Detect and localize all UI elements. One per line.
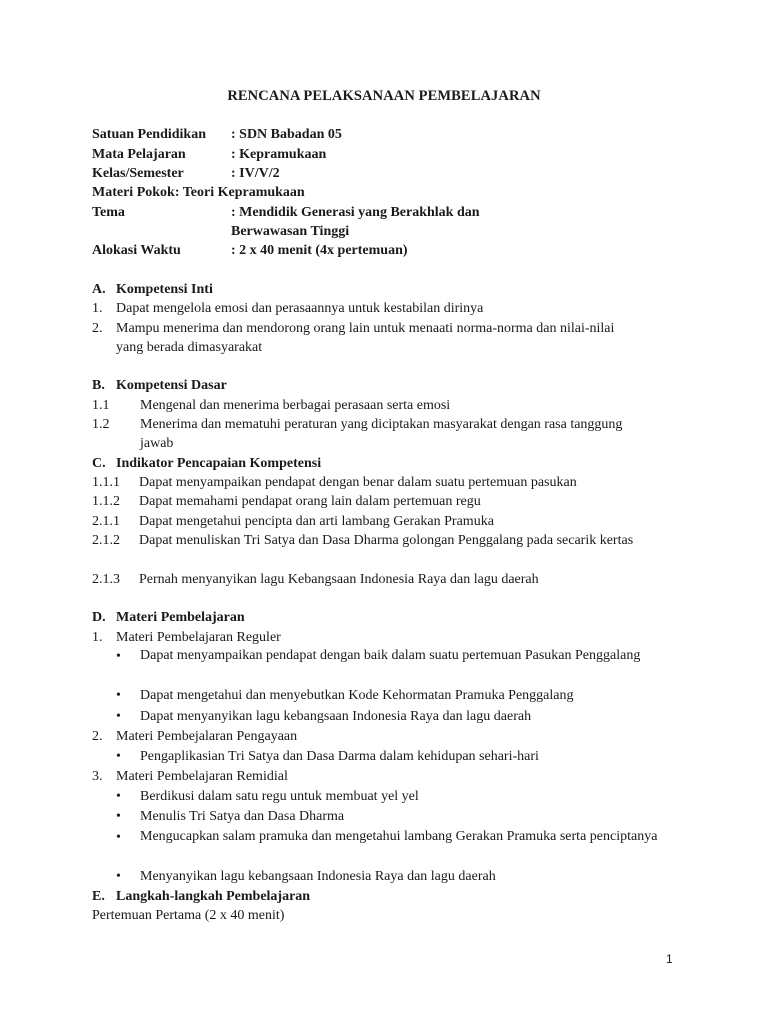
list-item-cont: yang berada dimasyarakat (116, 340, 263, 355)
list-item: Menyanyikan lagu kebangsaan Indonesia Raya dan lagu daerah (140, 869, 496, 884)
identity-alokasi (92, 242, 408, 260)
materi-group-2: 2. Materi Pembejalaran Pengayaan (92, 729, 298, 744)
bullet-icon: • (116, 649, 121, 664)
identity-mapel (92, 146, 326, 164)
list-item: 1.1 Mengenal dan menerima berbagai perasaan serta emosi (92, 398, 451, 413)
bullet-icon: • (116, 809, 121, 824)
document-title: RENCANA PELAKSANAAN PEMBELAJARAN (227, 88, 541, 104)
kelas-label: Kelas/Semester (92, 166, 184, 181)
list-item: Pengaplikasian Tri Satya dan Dasa Darma dalam kehidupan sehari-hari (140, 749, 539, 764)
list-item: Dapat mengetahui dan menyebutkan Kode Kehormatan Pramuka Penggalang (140, 688, 574, 703)
list-item: Dapat menyampaikan pendapat dengan baik dalam suatu pertemuan Pasukan Penggalang (140, 648, 641, 663)
mapel-label: Mata Pelajaran (92, 147, 186, 162)
list-item: 2. Mampu menerima dan mendorong orang lain untuk menaati norma-norma dan nilai-nilai (92, 321, 615, 336)
list-item: 2.1.1 Dapat mengetahui pencipta dan arti lambang Gerakan Pramuka (92, 514, 494, 529)
section-e-sub: Pertemuan Pertama (2 x 40 menit) (92, 908, 285, 923)
list-item: Dapat menyanyikan lagu kebangsaan Indonesia Raya dan lagu daerah (140, 709, 532, 724)
tema-value-cont: Berwawasan Tinggi (231, 224, 350, 239)
bullet-icon: • (116, 709, 121, 724)
list-item-cont: jawab (140, 436, 174, 451)
section-d-heading: D. Materi Pembelajaran (92, 610, 245, 625)
section-e-heading: E. Langkah-langkah Pembelajaran (92, 889, 311, 904)
bullet-icon: • (116, 869, 121, 884)
list-item: Mengucapkan salam pramuka dan mengetahui lambang Gerakan Pramuka serta penciptanya (140, 829, 658, 844)
materi-group-3: 3. Materi Pembelajaran Remidial (92, 769, 288, 784)
bullet-icon: • (116, 830, 121, 845)
identity-tema (92, 204, 480, 222)
bullet-icon: • (116, 749, 121, 764)
satuan-value: : SDN Babadan 05 (231, 127, 342, 142)
list-item: 1.2 Menerima dan mematuhi peraturan yang diciptakan masyarakat dengan rasa tanggung (92, 417, 623, 432)
mapel-value: : Kepramukaan (231, 147, 327, 162)
list-item: 2.1.2 Dapat menuliskan Tri Satya dan Dasa Dharma golongan Penggalang pada secarik kertas (92, 533, 634, 548)
list-item: 1.1.1 Dapat menyampaikan pendapat dengan benar dalam suatu pertemuan pasukan (92, 475, 577, 490)
tema-label: Tema (92, 205, 125, 220)
identity-materi-pokok: Materi Pokok: Teori Kepramukaan (92, 185, 305, 200)
list-item: Menulis Tri Satya dan Dasa Dharma (140, 809, 345, 824)
kelas-value: : IV/V/2 (231, 166, 280, 181)
alokasi-value: : 2 x 40 menit (4x pertemuan) (231, 243, 408, 258)
page-number: 1 (666, 952, 673, 966)
section-c-heading: C. Indikator Pencapaian Kompetensi (92, 456, 322, 471)
list-item: 2.1.3 Pernah menyanyikan lagu Kebangsaan Indonesia Raya dan lagu daerah (92, 572, 539, 587)
identity-kelas (92, 165, 280, 183)
alokasi-label: Alokasi Waktu (92, 243, 181, 258)
tema-value: : Mendidik Generasi yang Berakhlak dan (231, 205, 480, 220)
list-item: Berdikusi dalam satu regu untuk membuat yel yel (140, 789, 419, 804)
list-item: 1.1.2 Dapat memahami pendapat orang lain dalam pertemuan regu (92, 494, 481, 509)
section-b-heading: B. Kompetensi Dasar (92, 378, 227, 393)
bullet-icon: • (116, 789, 121, 804)
list-item: 1. Dapat mengelola emosi dan perasaannya untuk kestabilan dirinya (92, 301, 484, 316)
identity-satuan (92, 126, 342, 144)
bullet-icon: • (116, 688, 121, 703)
section-a-heading: A. Kompetensi Inti (92, 282, 213, 297)
satuan-label: Satuan Pendidikan (92, 127, 206, 142)
materi-group-1: 1. Materi Pembelajaran Reguler (92, 630, 281, 645)
